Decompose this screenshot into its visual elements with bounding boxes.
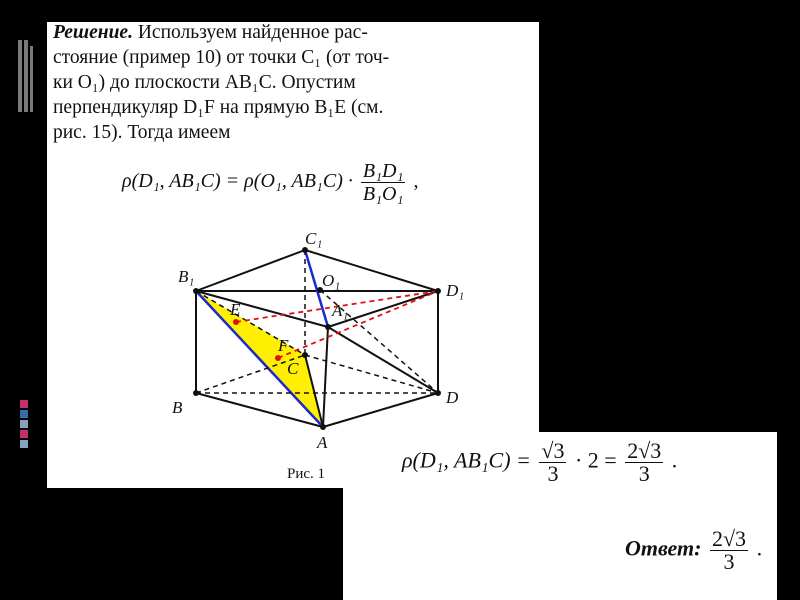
final-answer-label: Ответ: bbox=[625, 535, 702, 561]
final-answer-end: . bbox=[756, 535, 763, 561]
answer-lhs: ρ(D₁, AB₁C) = bbox=[402, 447, 531, 473]
formula-numerator: B₁D₁ bbox=[362, 160, 404, 182]
answer-fraction-2-denominator: 3 bbox=[638, 461, 650, 486]
answer-end: . bbox=[671, 447, 678, 473]
label-f: F bbox=[278, 336, 289, 355]
answer-fraction-1 bbox=[539, 440, 566, 485]
label-o1: O₁ bbox=[322, 271, 341, 290]
answer-equation bbox=[402, 440, 677, 485]
answer-fraction-1-denominator: 3 bbox=[547, 461, 559, 486]
label-d: D bbox=[446, 388, 459, 407]
final-answer-numerator: 2√3 bbox=[711, 526, 747, 551]
label-b: B bbox=[172, 398, 183, 417]
formula-denominator: B₁O₁ bbox=[362, 183, 404, 205]
label-a: A bbox=[317, 433, 328, 452]
answer-fraction-2-numerator: 2√3 bbox=[627, 438, 662, 463]
label-a1: A₁ bbox=[332, 301, 349, 320]
solution-heading: Решение. bbox=[53, 22, 133, 43]
solution-line-4: перпендикуляр D₁F на прямую B₁E (см. bbox=[53, 97, 384, 118]
solution-line-5: рис. 15). Тогда имеем bbox=[53, 122, 231, 143]
label-d1: D₁ bbox=[446, 281, 465, 300]
answer-fraction-1-numerator: √3 bbox=[541, 438, 565, 463]
label-e: E bbox=[230, 300, 241, 319]
solution-line-3: ки O₁) до плоскости AB₁C. Опустим bbox=[53, 72, 356, 93]
label-c: C bbox=[287, 359, 299, 378]
final-answer-fraction bbox=[710, 528, 748, 573]
final-answer-denominator: 3 bbox=[723, 549, 735, 574]
label-b1: B₁ bbox=[178, 267, 195, 286]
formula-lhs: ρ(D₁, AB₁C) = ρ(O₁, AB₁C) · bbox=[122, 170, 353, 193]
solution-line-1: Используем найденное рас- bbox=[137, 22, 368, 43]
answer-fraction-2 bbox=[625, 440, 663, 485]
solution-line-2: стояние (пример 10) от точки C₁ (от точ- bbox=[53, 47, 390, 68]
formula-tail: , bbox=[413, 170, 419, 193]
answer-mid: · 2 = bbox=[574, 447, 617, 473]
final-answer bbox=[625, 528, 762, 573]
figure-caption: Рис. 1 bbox=[287, 466, 326, 482]
label-c1: C₁ bbox=[305, 229, 323, 248]
